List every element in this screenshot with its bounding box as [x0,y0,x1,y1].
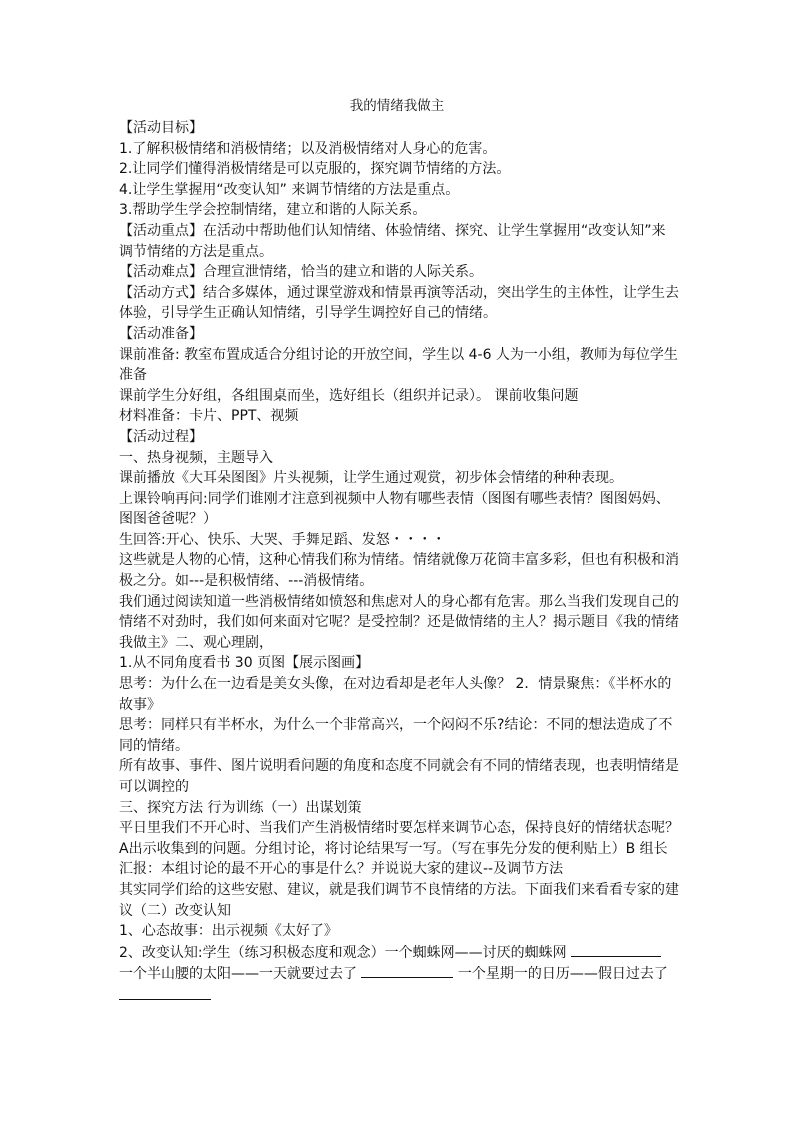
cognition-exercise-part3: 一个星期一的日历——假日过去了 [457,966,668,983]
activity-focus: 【活动重点】在活动中帮助他们认知情绪、体验情绪、探究、让学生掌握用“改变认知”来调节情绪的方法是重点。 [119,222,666,260]
blank-line-2[interactable] [361,963,453,978]
goal-item-2: 2.让同学们懂得消极情绪是可以克服的，探究调节情绪的方法。 [119,161,511,178]
goal-item-4: 4.让学生掌握用“改变认知” 来调节情绪的方法是重点。 [119,181,460,198]
section-heading-goals: 【活动目标】 [119,120,203,136]
step-1-answer: 生回答:开心、快乐、大哭、手舞足蹈、发怒・・・・ [119,531,446,548]
goal-item-3: 3.帮助学生学会控制情绪，建立和谐的人际关系。 [119,202,427,219]
section-heading-preparation: 【活动准备】 [119,325,203,342]
preparation-materials: 材料准备：卡片、PPT、视频 [119,408,299,425]
step-2-item-1: 1.从不同角度看书 30 页图【展示图画】 [119,655,370,672]
activity-method: 【活动方式】结合多媒体，通过课堂游戏和情景再演等活动，突出学生的主体性，让学生去体验，引导学生正确认知情绪，引导学生调控好自己的情绪。 [119,284,679,322]
preparation-classroom: 课前准备: 教室布置成适合分组讨论的开放空间，学生以 4-6 人为一小组，教师为每位学生准备 [119,346,678,384]
step-2-think-2: 思考：同样只有半杯水，为什么一个非常高兴，一个闷闷不乐?结论：不同的想法造成了不同的情绪。 [119,717,673,754]
cognition-exercise-part1: 2、改变认知:学生（练习积极态度和观念）一个蜘蛛网——讨厌的蜘蛛网 [119,944,567,961]
step-1-heading: 一、热身视频，主题导入 [119,449,273,466]
step-3-expert: 其实同学们给的这些安慰、建议，就是我们调节不良情绪的方法。下面我们来看看专家的建议（二）改变认知 [119,881,679,919]
goal-item-1: 1.了解积极情绪和消极情绪；以及消极情绪对人身心的危害。 [119,140,497,157]
step-2-think-1: 思考：为什么在一边看是美女头像，在对边看却是老年人头像？ 2．情景聚焦：《半杯水的故事》 [119,676,672,713]
step-3-heading: 三、探究方法 行为训练（一）出谋划策 [119,799,362,816]
preparation-groups: 课前学生分好组，各组围桌而坐，选好组长（组织并记录）。 课前收集问题 [119,387,579,404]
emotion-explanation: 这些就是人物的心情，这种心情我们称为情绪。情绪就像万花筒丰富多彩，但也有积极和消极之分。如---是积极情绪、---消极情绪。 [119,552,679,590]
cognition-exercise [119,942,679,1000]
step-2-conclusion: 所有故事、事件、图片说明看问题的角度和态度不同就会有不同的情绪表现，也表明情绪是可以调控的 [119,758,679,795]
step-1-video: 课前播放《大耳朵图图》片头视频，让学生通过观赏，初步体会情绪的种种表现。 [119,470,623,487]
blank-line-1[interactable] [571,942,661,957]
negative-emotion-paragraph: 我们通过阅读知道一些消极情绪如愤怒和焦虑对人的身心都有危害。那么当我们发现自己的情绪不对劲时，我们如何来面对它呢？是受控制？还是做情绪的主人？揭示题目《我的情绪我做主》二、观心理剧， [119,593,679,651]
step-1-question: 上课铃响再问:同学们谁刚才注意到视频中人物有哪些表情（图图有哪些表情？图图妈妈、图图爸爸呢？） [119,490,670,528]
document-title: 我的情绪我做主 [349,98,445,114]
cognition-exercise-part2: 一个半山腰的太阳——一天就要过去了 [119,966,357,983]
document-body [119,118,679,1000]
section-heading-process: 【活动过程】 [119,428,203,445]
mindset-story: 1、心态故事：出示视频《太好了》 [119,923,338,940]
blank-line-3[interactable] [119,985,211,1000]
activity-difficulty: 【活动难点】合理宣泄情绪，恰当的建立和谐的人际关系。 [119,264,483,281]
step-3-discussion: 平日里我们不开心时、当我们产生消极情绪时要怎样来调节心态，保持良好的情绪状态呢？ A出示收集到的问题。分组讨论，将讨论结果写一写。（写在事先分发的便利贴上）B 组长汇报：本组讨论的最不开心的事是什么？并说说大家的建议--及调节方法 [119,820,679,878]
